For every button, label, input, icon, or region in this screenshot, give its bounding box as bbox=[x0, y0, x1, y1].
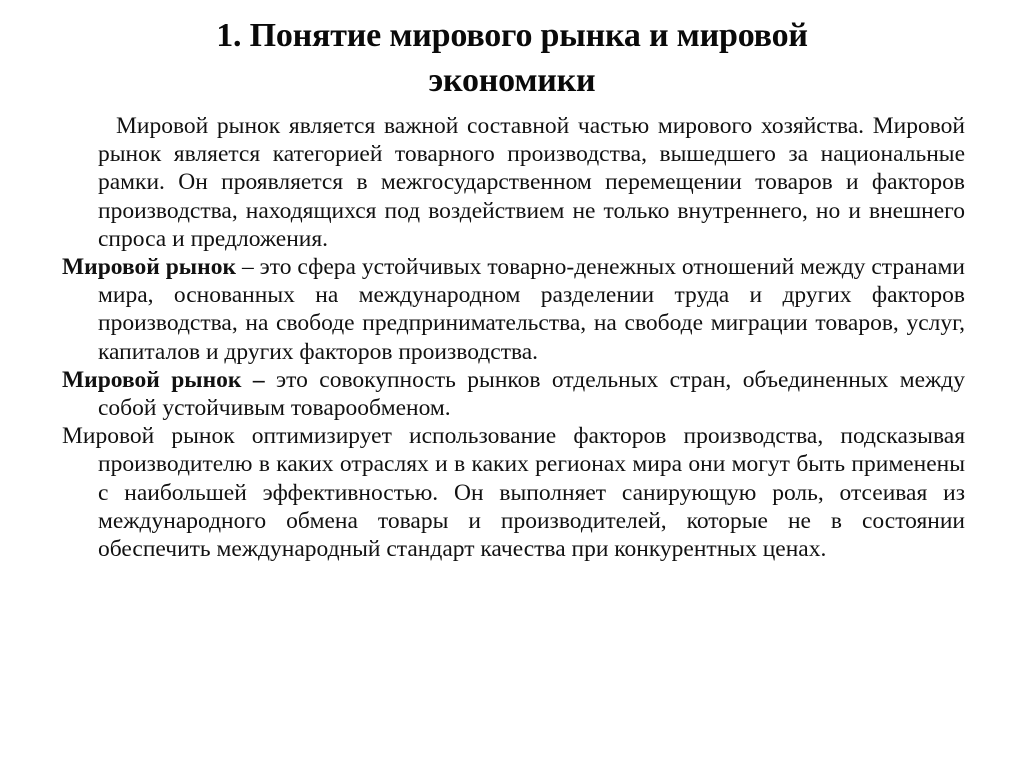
paragraph-1-text: Мировой рынок является важной составной частью мирового хозяйства. Мировой рынок является категорией товарного производства, вышедшего за национальные рамки. Он проявляется в межгосударственном перемещении товаров и факторов производства, находящихся под воздействием не только внутреннего, но и внешнего спроса и предложения. bbox=[98, 113, 965, 252]
paragraph-2 bbox=[62, 253, 965, 366]
paragraph-3-lead: Мировой рынок – bbox=[62, 366, 265, 393]
paragraph-3-text: это совокупность рынков отдельных стран, объединенных между собой устойчивым товарообменом. bbox=[98, 366, 965, 422]
paragraph-2-text: – это сфера устойчивых товарно-денежных отношений между странами мира, основанных на международном разделении труда и других факторов производства, на свободе предпринимательства, на свободе миграции товаров, услуг, капиталов и других факторов производства. bbox=[98, 254, 965, 365]
document-body bbox=[62, 112, 965, 563]
page-title bbox=[62, 12, 962, 104]
page-title-line-2: экономики bbox=[428, 62, 596, 99]
page-title-line-1: 1. Понятие мирового рынка и мировой bbox=[216, 17, 808, 54]
paragraph-1 bbox=[62, 112, 965, 253]
paragraph-3 bbox=[62, 366, 965, 422]
paragraph-4 bbox=[62, 422, 965, 563]
paragraph-4-text: Мировой рынок оптимизирует использование факторов производства, подсказывая производителю в каких отраслях и в каких регионах мира они могут быть применены с наибольшей эффективностью. Он выполняет санирующую роль, отсеивая из международного обмена товары и производителей, которые не в состоянии обеспечить международный стандарт качества при конкурентных ценах. bbox=[62, 423, 965, 563]
paragraph-2-lead: Мировой рынок bbox=[62, 254, 236, 281]
